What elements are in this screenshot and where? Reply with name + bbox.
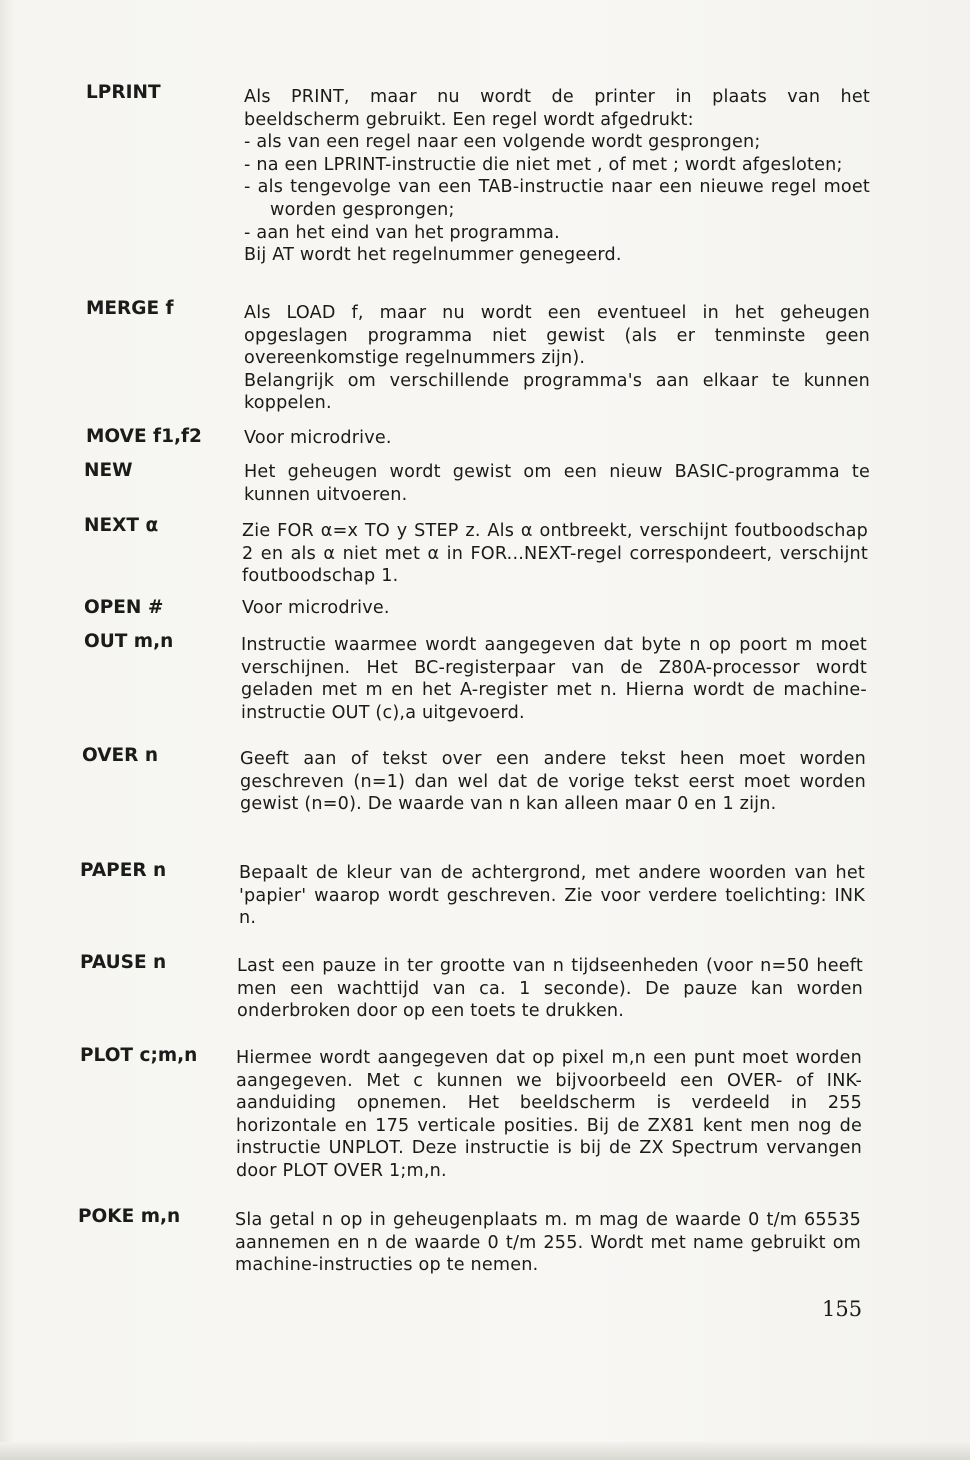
entry-term-plot: PLOT c;m,n xyxy=(80,1045,198,1066)
entry-term-merge: MERGE f xyxy=(86,298,174,319)
entry-term-paper: PAPER n xyxy=(80,860,167,881)
entry-term-move: MOVE f1,f2 xyxy=(86,426,202,447)
entry-desc-merge: Als LOAD f, maar nu wordt een eventueel in het geheugen opgeslagen programma niet gewist (als er tenminste geen overeenkomstige regelnummers zijn). Belangrijk om verschillende programma's aan elkaar te kunnen koppelen. xyxy=(244,303,870,414)
page-edge-shadow xyxy=(0,1442,970,1460)
entry-desc-paper: Bepaalt de kleur van de achtergrond, met andere woorden van het 'papier' waarop wordt geschreven. Zie voor verdere toelichting: INK n. xyxy=(239,863,865,929)
entry-desc-lprint: Als PRINT, maar nu wordt de printer in plaats van het beeldscherm gebruikt. Een regel wordt afgedrukt: - als van een regel naar een volgende wordt gesprongen; - na een LPRINT-instructie die niet met , of met ; wordt afgesloten; - als tengevolge van een TAB-instructie naar een nieuwe regel moet worden gesprongen; - aan het eind van het programma. Bij AT wordt het regelnummer genegeerd. xyxy=(244,87,870,266)
entry-term-out: OUT m,n xyxy=(84,631,174,652)
entry-desc-next: Zie FOR α=x TO y STEP z. Als α ontbreekt, verschijnt foutboodschap 2 en als α niet met α in FOR...NEXT-regel correspondeert, verschijnt foutboodschap 1. xyxy=(242,521,868,587)
entry-term-over: OVER n xyxy=(82,745,159,766)
entry-term-poke: POKE m,n xyxy=(78,1206,181,1227)
entry-desc-pause: Last een pauze in ter grootte van n tijdseenheden (voor n=50 heeft men een wachttijd van ca. 1 seconde). De pauze kan worden onderbroken door op een toets te drukken. xyxy=(237,956,863,1022)
entry-desc-move: Voor microdrive. xyxy=(244,428,392,448)
entry-desc-over: Geeft aan of tekst over een andere tekst heen moet worden geschreven (n=1) dan wel dat de vorige tekst eerst moet worden gewist (n=0). De waarde van n kan alleen maar 0 en 1 zijn. xyxy=(240,749,866,815)
entry-term-new: NEW xyxy=(84,460,133,481)
entry-desc-out: Instructie waarmee wordt aangegeven dat byte n op poort m moet verschijnen. Het BC-registerpaar van de Z80A-processor wordt geladen met m en het A-register met n. Hierna wordt de machine-instructie OUT (c),a uitgevoerd. xyxy=(241,635,867,723)
entry-term-pause: PAUSE n xyxy=(80,952,167,973)
entry-desc-poke: Sla getal n op in geheugenplaats m. m mag de waarde 0 t/m 65535 aannemen en n de waarde 0 t/m 255. Wordt met name gebruikt om machine-instructies op te nemen. xyxy=(235,1210,861,1276)
page-number: 155 xyxy=(822,1297,863,1321)
entry-desc-new: Het geheugen wordt gewist om een nieuw BASIC-programma te kunnen uitvoeren. xyxy=(244,462,870,505)
entry-term-open: OPEN # xyxy=(84,597,164,618)
entry-desc-open: Voor microdrive. xyxy=(242,598,390,618)
entry-desc-plot: Hiermee wordt aangegeven dat op pixel m,n een punt moet worden aangegeven. Met c kunnen we bijvoorbeeld een OVER- of INK-aanduiding opnemen. Het beeldscherm is verdeeld in 255 horizontale en 175 verticale posities. Bij de ZX81 kent men nog de instructie UNPLOT. Deze instructie is bij de ZX Spectrum vervangen door PLOT OVER 1;m,n. xyxy=(236,1048,862,1181)
entry-term-next: NEXT α xyxy=(84,515,159,536)
entry-term-lprint: LPRINT xyxy=(86,82,161,103)
